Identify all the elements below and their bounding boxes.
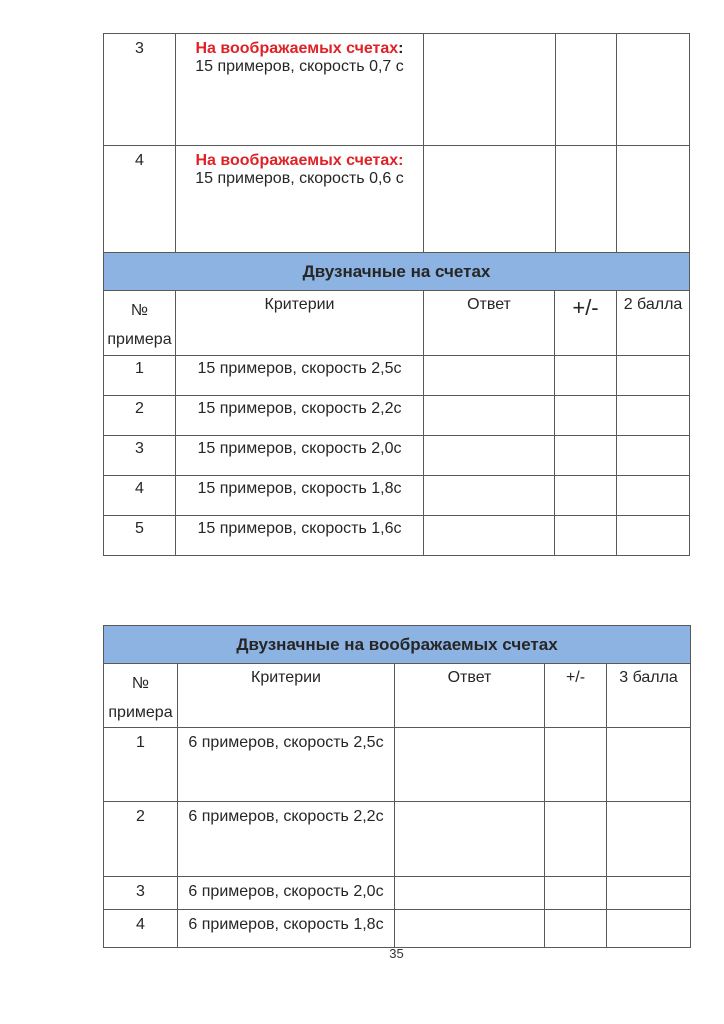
table-row <box>104 910 691 948</box>
criteria-cell <box>176 34 424 146</box>
table-banner: Двузначные на воображаемых счетах <box>104 626 691 664</box>
answer-cell <box>424 476 555 516</box>
header-score: 2 балла <box>617 291 690 356</box>
plusminus-cell <box>555 516 617 556</box>
criteria-cell: 15 примеров, скорость 2,5с <box>176 356 424 396</box>
answer-cell <box>424 436 555 476</box>
row-number-cell: 1 <box>104 728 178 802</box>
score-cell <box>607 728 691 802</box>
header-row <box>104 664 691 728</box>
answer-cell <box>395 877 545 910</box>
banner-row <box>104 253 690 291</box>
score-cell <box>607 877 691 910</box>
criteria-title: На воображаемых счетах: <box>195 152 404 169</box>
header-answer: Ответ <box>424 291 555 356</box>
table-row <box>104 802 691 877</box>
criteria-cell: 15 примеров, скорость 1,6с <box>176 516 424 556</box>
table-row <box>104 146 690 253</box>
answer-cell <box>424 396 555 436</box>
row-number-cell: 4 <box>104 910 178 948</box>
table-row <box>104 34 690 146</box>
row-number-cell: 4 <box>104 476 176 516</box>
row-number-cell: 4 <box>104 146 176 253</box>
criteria-cell: 6 примеров, скорость 2,2с <box>178 802 395 877</box>
plusminus-cell <box>555 356 617 396</box>
score-cell <box>617 436 690 476</box>
continuation-table <box>103 33 690 253</box>
page-number: 35 <box>389 946 404 961</box>
plusminus-cell <box>545 910 607 948</box>
answer-cell <box>395 802 545 877</box>
score-cell <box>607 910 691 948</box>
header-row <box>104 291 690 356</box>
table-row <box>104 728 691 802</box>
header-plusminus: +/- <box>555 291 617 356</box>
criteria-cell: 15 примеров, скорость 1,8с <box>176 476 424 516</box>
two-digit-abacus-table <box>103 252 690 556</box>
answer-cell <box>395 728 545 802</box>
criteria-cell: 6 примеров, скорость 1,8с <box>178 910 395 948</box>
row-number-cell: 2 <box>104 802 178 877</box>
row-number-cell: 2 <box>104 396 176 436</box>
plusminus-cell <box>556 146 617 253</box>
row-number-cell: 1 <box>104 356 176 396</box>
score-cell <box>617 516 690 556</box>
answer-cell <box>424 146 556 253</box>
plusminus-cell <box>555 476 617 516</box>
banner-row <box>104 626 691 664</box>
score-cell <box>617 34 690 146</box>
header-answer: Ответ <box>395 664 545 728</box>
plusminus-cell <box>545 802 607 877</box>
answer-cell <box>424 356 555 396</box>
plusminus-cell <box>556 34 617 146</box>
row-number-cell: 3 <box>104 436 176 476</box>
criteria-cell: 6 примеров, скорость 2,5с <box>178 728 395 802</box>
header-number: № примера <box>104 664 178 728</box>
header-number: № примера <box>104 291 176 356</box>
header-criteria: Критерии <box>176 291 424 356</box>
header-criteria: Критерии <box>178 664 395 728</box>
criteria-title: На воображаемых счетах: <box>195 40 404 57</box>
header-score: 3 балла <box>607 664 691 728</box>
criteria-cell: 6 примеров, скорость 2,0с <box>178 877 395 910</box>
table-row <box>104 396 690 436</box>
answer-cell <box>424 516 555 556</box>
criteria-cell: 15 примеров, скорость 2,0с <box>176 436 424 476</box>
plusminus-cell <box>545 728 607 802</box>
row-number-cell: 5 <box>104 516 176 556</box>
row-number-cell: 3 <box>104 877 178 910</box>
score-cell <box>617 356 690 396</box>
score-cell <box>617 146 690 253</box>
criteria-detail: 15 примеров, скорость 0,7 с <box>195 58 404 76</box>
score-cell <box>617 476 690 516</box>
table-row <box>104 476 690 516</box>
criteria-cell <box>176 146 424 253</box>
table-row <box>104 516 690 556</box>
score-cell <box>617 396 690 436</box>
plusminus-cell <box>545 877 607 910</box>
two-digit-mental-table <box>103 625 691 948</box>
table-row <box>104 436 690 476</box>
table-banner: Двузначные на счетах <box>104 253 690 291</box>
table-row <box>104 877 691 910</box>
answer-cell <box>424 34 556 146</box>
answer-cell <box>395 910 545 948</box>
criteria-cell: 15 примеров, скорость 2,2с <box>176 396 424 436</box>
header-plusminus: +/- <box>545 664 607 728</box>
row-number-cell: 3 <box>104 34 176 146</box>
criteria-detail: 15 примеров, скорость 0,6 с <box>195 170 404 188</box>
plusminus-cell <box>555 396 617 436</box>
plusminus-cell <box>555 436 617 476</box>
score-cell <box>607 802 691 877</box>
table-row <box>104 356 690 396</box>
